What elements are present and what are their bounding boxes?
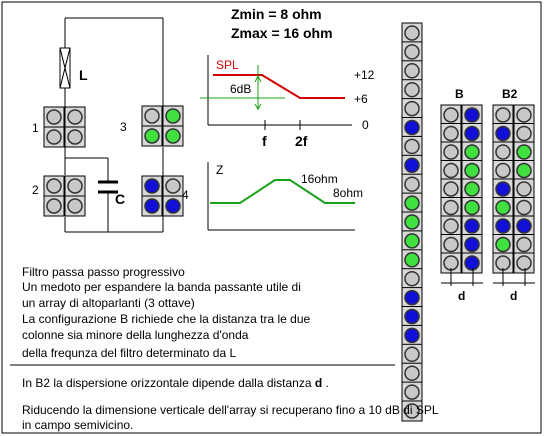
b2-array-cell — [514, 179, 534, 199]
inductor-label: L — [79, 67, 88, 83]
b2-array-cell — [514, 161, 534, 181]
main-array-cell — [402, 136, 422, 156]
b-array-cell — [441, 142, 461, 162]
main-array-cell — [402, 174, 422, 194]
main-array-cell — [402, 231, 422, 251]
main-array-cell — [402, 363, 422, 383]
speaker-cell — [65, 107, 85, 127]
b2-array-cell — [493, 105, 513, 125]
main-array-cell — [402, 307, 422, 327]
b2-array-cell — [493, 124, 513, 144]
level-low-label: +6 — [354, 92, 368, 106]
z-low-label: 8ohm — [333, 186, 364, 200]
b-array-cell — [462, 142, 482, 162]
desc-line-7-end: . — [322, 376, 329, 390]
main-array-cell — [402, 382, 422, 402]
d-label-b: d — [458, 289, 466, 303]
b-array-cell — [462, 124, 482, 144]
speaker-cell — [142, 176, 162, 196]
b2-array-cell — [493, 198, 513, 218]
b-array-cell — [441, 235, 461, 255]
main-array-cell — [402, 212, 422, 232]
speaker-cell — [163, 196, 183, 216]
desc-line-7-text: In B2 la dispersione orizzontale dipende dalla distanza — [22, 376, 315, 390]
desc-line-5: colonne sia minore della lunghezza d'onda — [22, 328, 249, 342]
block-label-2: 2 — [32, 183, 39, 197]
b2-array-cell — [514, 142, 534, 162]
zmax-label: Zmax = 16 ohm — [231, 25, 333, 41]
desc-line-7-d: d — [314, 376, 323, 390]
freq-f-label: f — [262, 133, 267, 149]
b2-array-cell — [493, 216, 513, 236]
main-array-cell — [402, 61, 422, 81]
level-zero-label: 0 — [362, 118, 369, 132]
main-array-cell — [402, 344, 422, 364]
freq-2f-label: 2f — [295, 133, 308, 149]
b2-array-cell — [493, 235, 513, 255]
main-array-cell — [402, 269, 422, 289]
zmin-label: Zmin = 8 ohm — [231, 6, 322, 22]
z-high-label: 16ohm — [301, 172, 338, 186]
desc-line-2: Un medoto per espandere la banda passante utile di — [22, 280, 301, 294]
b-array-cell — [441, 198, 461, 218]
speaker-cell — [65, 196, 85, 216]
spl-label: SPL — [216, 58, 239, 72]
b2-array-cell — [514, 198, 534, 218]
speaker-cell — [44, 176, 64, 196]
speaker-cell — [142, 126, 162, 146]
speaker-cell — [163, 126, 183, 146]
desc-line-1: Filtro passa passo progressivo — [22, 265, 185, 279]
b-array-cell — [441, 124, 461, 144]
desc-line-7 — [22, 376, 329, 390]
main-array-cell — [402, 23, 422, 43]
b-array-cell — [462, 105, 482, 125]
array-b-label: B — [455, 87, 464, 101]
speaker-cell — [65, 176, 85, 196]
desc-line-9: in campo semivicino. — [22, 418, 134, 432]
speaker-cell — [44, 127, 64, 147]
speaker-cell — [142, 106, 162, 126]
speaker-arrays — [402, 23, 534, 421]
b-array-cell — [441, 179, 461, 199]
block-label-4: 4 — [182, 188, 189, 202]
main-array-cell — [402, 325, 422, 345]
desc-line-4: La configurazione B richiede che la distanza tra le due — [22, 312, 311, 326]
b2-array-cell — [514, 253, 534, 273]
b2-array-cell — [514, 124, 534, 144]
speaker-cell — [44, 196, 64, 216]
main-array-cell — [402, 80, 422, 100]
b2-array-cell — [514, 216, 534, 236]
desc-line-3: un array di altoparlanti (3 ottave) — [22, 296, 195, 310]
b-array-cell — [441, 216, 461, 236]
b2-array-cell — [514, 235, 534, 255]
desc-line-6: della frequnza del filtro determinato da L — [22, 346, 237, 360]
b2-array-cell — [514, 105, 534, 125]
main-array-cell — [402, 288, 422, 308]
speaker-cell — [44, 107, 64, 127]
speaker-cell — [163, 106, 183, 126]
main-array-cell — [402, 193, 422, 213]
b-array-cell — [441, 105, 461, 125]
b2-array-cell — [493, 179, 513, 199]
main-array-cell — [402, 155, 422, 175]
speaker-cell — [163, 176, 183, 196]
inductor-symbol — [60, 48, 70, 88]
b-array-cell — [462, 161, 482, 181]
b-array-cell — [462, 179, 482, 199]
block-label-3: 3 — [120, 120, 127, 134]
b-array-cell — [462, 253, 482, 273]
capacitor-label: C — [115, 191, 126, 207]
speaker-cell — [65, 127, 85, 147]
level-high-label: +12 — [354, 68, 375, 82]
main-array-cell — [402, 99, 422, 119]
main-array-cell — [402, 250, 422, 270]
main-array-cell — [402, 42, 422, 62]
speaker-cell — [142, 196, 162, 216]
desc-line-8: Riducendo la dimensione verticale dell'array si recuperano fino a 10 dB di SPL — [22, 403, 439, 417]
b2-array-cell — [493, 161, 513, 181]
b-array-cell — [462, 235, 482, 255]
block-label-1: 1 — [32, 121, 39, 135]
b2-array-cell — [493, 142, 513, 162]
z-label: Z — [216, 163, 224, 177]
array-b2-label: B2 — [502, 87, 518, 101]
b-array-cell — [462, 198, 482, 218]
b-array-cell — [441, 161, 461, 181]
db-label: 6dB — [230, 82, 252, 96]
b-array-cell — [462, 216, 482, 236]
d-label-b2: d — [510, 289, 518, 303]
main-array-cell — [402, 118, 422, 138]
